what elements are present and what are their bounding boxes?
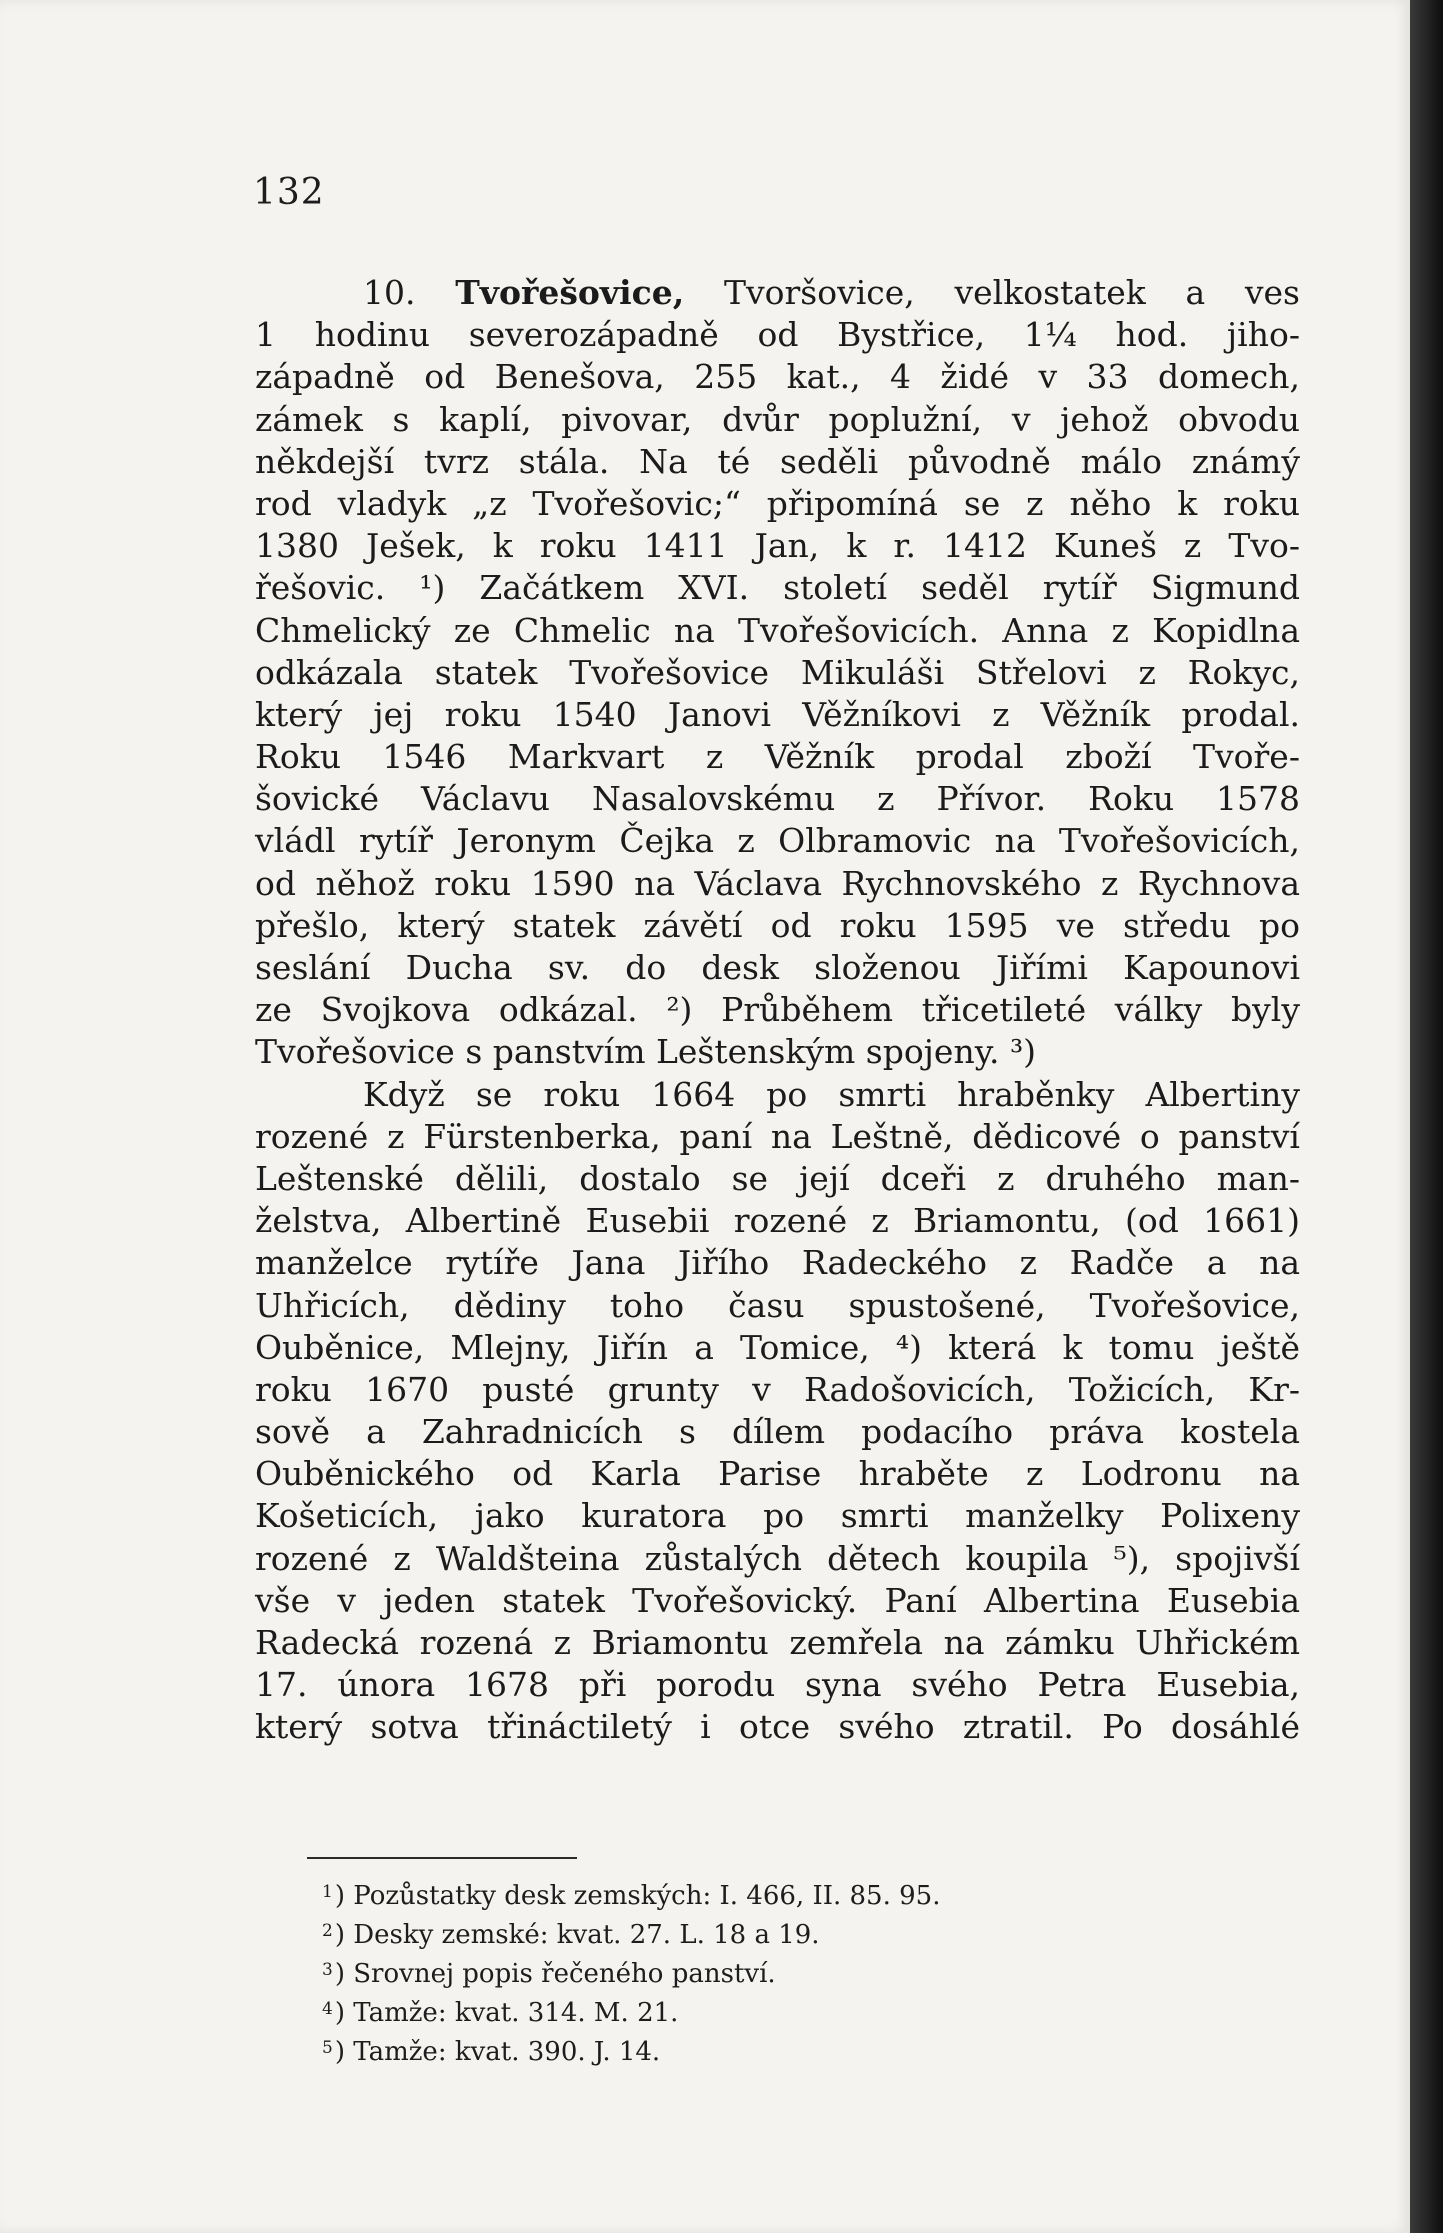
- text-line: Leštenské dělili, dostalo se její dceři z druhého man-: [255, 1158, 1300, 1198]
- footnotes: [322, 1875, 940, 2070]
- text-line: rozené z Fürstenberka, paní na Leštně, dědicové o panství: [255, 1116, 1300, 1156]
- text-line: západně od Benešova, 255 kat., 4 židé v 33 domech,: [255, 357, 1300, 397]
- footnote-text: Desky zemské: kvat. 27. L. 18 a 19.: [353, 1920, 820, 1950]
- text-line: Když se roku 1664 po smrti hraběnky Albertiny: [363, 1074, 1300, 1114]
- text-line: 17. února 1678 při porodu syna svého Petra Eusebia,: [255, 1665, 1300, 1705]
- footnote-text: Tamže: kvat. 314. M. 21.: [353, 1998, 679, 2028]
- footnote-mark: 5: [322, 2038, 333, 2058]
- footnote-text: Srovnej popis řečeného panství.: [353, 1959, 776, 1989]
- scan-edge: [1410, 0, 1443, 2233]
- footnote-mark: 1: [322, 1882, 333, 1902]
- footnote-mark: 3: [322, 1960, 333, 1980]
- text-line: zámek s kaplí, pivovar, dvůr poplužní, v jehož obvodu: [255, 399, 1300, 439]
- footnote-mark: 4: [322, 1999, 333, 2019]
- text-line: Uhřicích, dědiny toho času spustošené, Tvořešovice,: [255, 1285, 1300, 1325]
- footnote: $^1$) Pozůstatky desk zemských: I. 466, II. 85. 95.: [322, 1881, 941, 1911]
- text-line: Tvořešovice s panstvím Leštenským spojeny. ³): [255, 1032, 1037, 1072]
- text-line: vládl rytíř Jeronym Čejka z Olbramovic na Tvořešovicích,: [255, 821, 1300, 861]
- text-line: [255, 272, 1300, 314]
- footnote-text: Pozůstatky desk zemských: I. 466, II. 85. 95.: [353, 1881, 941, 1911]
- text-line: Košeticích, jako kuratora po smrti manželky Polixeny: [255, 1496, 1300, 1536]
- section-number: 10.: [363, 273, 416, 312]
- text-line: který jej roku 1540 Janovi Věžníkovi z Věžník prodal.: [255, 694, 1300, 734]
- text-line: seslání Ducha sv. do desk složenou Jiřími Kapounovi: [255, 948, 1300, 987]
- text-line: vše v jeden statek Tvořešovický. Paní Albertina Eusebia: [255, 1580, 1300, 1620]
- text-line: Roku 1546 Markvart z Věžník prodal zboží Tvoře-: [255, 737, 1300, 777]
- text-line: 1380 Ješek, k roku 1411 Jan, k r. 1412 Kuneš z Tvo-: [255, 526, 1300, 566]
- text-line: řešovic. ¹) Začátkem XVI. století seděl rytíř Sigmund: [255, 568, 1300, 608]
- text-line: Ouběnického od Karla Parise hraběte z Lodronu na: [255, 1454, 1300, 1494]
- text-line: Ouběnice, Mlejny, Jiřín a Tomice, ⁴) která k tomu ještě: [255, 1327, 1300, 1367]
- text-line: od něhož roku 1590 na Václava Rychnovského z Rychnova: [255, 863, 1300, 903]
- footnote: $^5$) Tamže: kvat. 390. J. 14.: [322, 2037, 661, 2067]
- text-line: šovické Václavu Nasalovskému z Přívor. Roku 1578: [255, 779, 1300, 819]
- text-line: který sotva třináctiletý i otce svého ztratil. Po dosáhlé: [255, 1707, 1300, 1747]
- footnote-divider: [307, 1857, 577, 1859]
- footnote: $^2$) Desky zemské: kvat. 27. L. 18 a 19.: [322, 1920, 820, 1950]
- footnote: $^3$) Srovnej popis řečeného panství.: [322, 1959, 776, 1989]
- page-number: 132: [253, 172, 325, 213]
- text-line: manželce rytíře Jana Jiřího Radeckého z Radče a na: [255, 1243, 1300, 1283]
- text-line: rozené z Waldšteina zůstalých dětech koupila ⁵), spojivší: [255, 1538, 1300, 1578]
- section-heading: Tvořešovice,: [455, 273, 685, 312]
- footnote: $^4$) Tamže: kvat. 314. M. 21.: [322, 1998, 679, 2028]
- text-line: Radecká rozená z Briamontu zemřela na zámku Uhřickém: [255, 1623, 1300, 1662]
- text-line: roku 1670 pusté grunty v Radošovicích, Tožicích, Kr-: [255, 1369, 1300, 1409]
- text-line: želstva, Albertině Eusebii rozené z Briamontu, (od 1661): [255, 1201, 1300, 1241]
- text-line: rod vladyk „z Tvořešovic;“ připomíná se z něho k roku: [255, 483, 1300, 523]
- text-line: 1 hodinu severozápadně od Bystřice, 1¼ hod. jiho-: [255, 315, 1300, 355]
- footnote-text: Tamže: kvat. 390. J. 14.: [353, 2037, 661, 2067]
- footnote-mark: 2: [322, 1921, 333, 1941]
- text-line: někdejší tvrz stála. Na té seděli původně málo známý: [255, 441, 1300, 481]
- text-line: ze Svojkova odkázal. ²) Průběhem třicetileté války byly: [255, 990, 1300, 1030]
- text-line-content: Tvoršovice, velkostatek a ves: [723, 273, 1300, 312]
- text-line: sově a Zahradnicích s dílem podacího práva kostela: [255, 1412, 1300, 1452]
- text-line: Chmelický ze Chmelic na Tvořešovicích. Anna z Kopidlna: [255, 610, 1300, 650]
- text-line: odkázala statek Tvořešovice Mikuláši Střelovi z Rokyc,: [255, 652, 1300, 692]
- text-line: přešlo, který statek závětí od roku 1595 ve středu po: [255, 905, 1300, 945]
- main-text: [255, 272, 1300, 1749]
